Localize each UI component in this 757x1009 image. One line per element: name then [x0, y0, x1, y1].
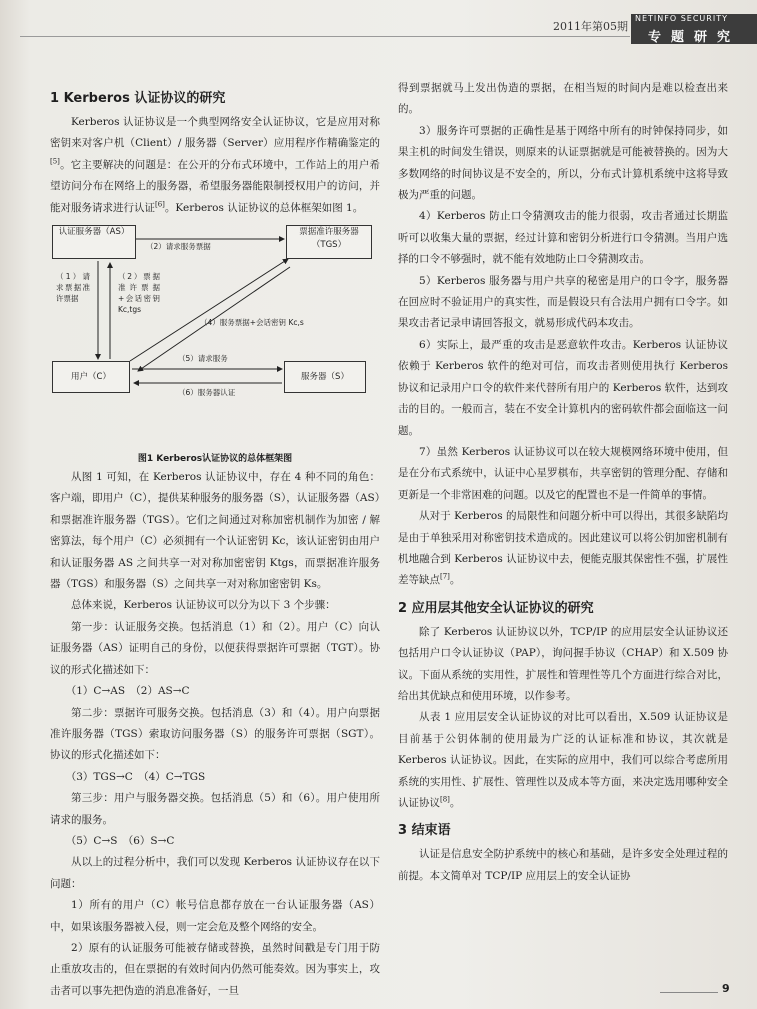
ref-6: [6]: [155, 200, 165, 209]
paragraph-problems-intro: 从以上的过程分析中，我们可以发现 Kerberos 认证协议存在以下问题：: [50, 856, 380, 890]
tgs-box: 票据准许服务器（TGS）: [286, 225, 372, 259]
formula-step-1: （1）C→AS （2）AS→C: [65, 685, 190, 698]
ref-5: [5]: [50, 157, 60, 166]
figure-caption: 图1 Kerberos认证协议的总体框架图: [137, 454, 293, 465]
analysis-paragraph: 从对于 Kerberos 的局限性和问题分析中可以得出，其很多缺陷均是由于单独采用对称密钥技术造成的。因此建议可以将公钥加密机制有机地融合到 Kerberos 认证协议中去，便能克服其保密性不强，扩展性差等缺点[7]。: [398, 510, 728, 587]
intro-paragraph: Kerberos 认证协议是一个典型网络安全认证协议，它是应用对称密钥来对客户机（Client）/ 服务器（Server）应用程序作精确鉴定的[5]。它主要解决的问题是：在公开的分布式环境中，工作站上的用户希望访问分布在网络上的服务器，希望服务器能限制授权用户的访问，并能对服务请求进行认证[6]。Kerberos 认证协议的总体框架如图 1。: [50, 116, 380, 214]
problem-3: 3）服务许可票据的正确性是基于网络中所有的时钟保持同步，如果主机的时间发生错误，则原来的认证票据就是可能被替换的。因为大多数网络的时间协议是不安全的，所以，分布式计算机系统中这将导致极为严重的问题。: [398, 124, 728, 202]
label-4: （4）服务票据+会话密钥 Kc,s: [200, 318, 304, 328]
as-box: 认证服务器（AS）: [52, 225, 136, 259]
journal-logo: NETINFO SECURITY: [635, 14, 728, 23]
problem-6: 6）实际上，最严重的攻击是恶意软件攻击。Kerberos 认证协议依赖于 Kerberos 软件的绝对可信，而攻击者则使用执行 Kerberos 协议和记录用户口令的软件来代替所有用户的 Kerberos 软件，达到攻击的目的。一般而言，装在不安全计算机内的密码软件都会面临这一问题。: [398, 338, 728, 437]
server-box: 服务器（S）: [284, 361, 366, 393]
problem-4: 4）Kerberos 防止口令猜测攻击的能力很弱，攻击者通过长期监听可以收集大量的票据，经过计算和密钥分析进行口令猜测。当用户选择的口令不够强时，就不能有效地防止口令猜测攻击。: [398, 210, 728, 266]
formula-step-2: （3）TGS→C （4）C→TGS: [65, 770, 206, 783]
label-5: （5）请求服务: [178, 354, 228, 364]
column-title: 专题研究: [647, 30, 740, 45]
comparison-paragraph: 从表 1 应用层安全认证协议的对比可以看出，X.509 认证协议是目前基于公钥体制的使用最为广泛的认证标准和协议，其次就是 Kerberos 认证协议。因此，在实际的应用中，我们可以综合考虑所用系统的实用性、扩展性、管理性以及成本等方面，来决定选用哪种安全认证协议[8]。: [398, 711, 728, 809]
column-banner: [631, 14, 757, 44]
paragraph-steps-intro: 总体来说，Kerberos 认证协议可以分为以下 3 个步骤：: [71, 599, 336, 612]
paragraph-step-1: 第一步：认证服务交换。包括消息（1）和（2）。用户（C）向认证服务器（AS）证明自己的身份，以便获得票据许可票据（TGT）。协议的形式化描述如下：: [50, 620, 380, 676]
problem-2-cont: 得到票据就马上发出伪造的票据，在相当短的时间内是难以检查出来的。: [398, 82, 728, 116]
conclusion-paragraph: 认证是信息安全防护系统中的核心和基础，是许多安全处理过程的前提。本文简单对 TCP/IP 应用层上的安全认证协: [398, 848, 728, 882]
label-6: （6）服务器认证: [178, 388, 236, 398]
ref-8: [8]: [440, 795, 450, 804]
ref-7: [7]: [440, 572, 450, 581]
problem-2: 2）原有的认证服务可能被存储或替换，虽然时间戳是专门用于防止重放攻击的，但在票据的有效时间内仍然可能奏效。因为事实上，攻击者可以事先把伪造的消息准备好，一旦: [50, 941, 380, 997]
section-2-heading: 2 应用层其他安全认证协议的研究: [398, 600, 594, 616]
page-number: 9: [722, 982, 730, 995]
header-rule: [20, 36, 630, 37]
problem-7: 7）虽然 Kerberos 认证协议可以在较大规模网络环境中使用，但是在分布式系统中，认证中心星罗棋布，共享密钥的管理分配、存储和更新是一个非常困难的问题。以及它的配置也不是一件简单的事情。: [398, 445, 728, 501]
problem-1: 1）所有的用户（C）帐号信息都存放在一台认证服务器（AS）中，如果该服务器被入侵，则一定会危及整个网络的安全。: [50, 899, 380, 933]
problem-5: 5）Kerberos 服务器与用户共享的秘密是用户的口令字，服务器在回应时不验证用户的真实性，而是假设只有合法用户拥有口令字。如果攻击者记录申请回答报文，就易形成代码本攻击。: [398, 274, 728, 330]
formula-step-3: （5）C→S （6）S→C: [65, 834, 175, 847]
kerberos-diagram: [50, 221, 380, 461]
paragraph-step-2: 第二步：票据许可服务交换。包括消息（3）和（4）。用户向票据准许服务器（TGS）索取访问服务器（S）的服务许可票据（SGT）。协议的形式化描述如下：: [50, 706, 380, 762]
section-3-heading: 3 结束语: [398, 823, 451, 839]
left-column: [50, 86, 380, 1002]
label-2-request: （2）请求服务票据: [146, 242, 211, 252]
issue-date: 2011年第05期: [553, 20, 628, 33]
label-2-ticket: （2）票据准许票据+会话密钥 Kc,tgs: [118, 272, 160, 315]
user-box: 用户（C）: [52, 361, 130, 393]
footer-rule: [660, 992, 718, 993]
paragraph-roles: 从图 1 可知，在 Kerberos 认证协议中，存在 4 种不同的角色：客户端，即用户（C），提供某种服务的服务器（S），认证服务器（AS）和票据准许服务器（TGS）。它们之间通过对称加密机制作为加密 / 解密算法，每个用户（C）必须拥有一个认证密钥 Kc，该认证密钥由用户和认证服务器 AS 之间共享一对对称加密密钥 Ktgs，而票据准许服务器（TGS）和服务器（S）之间共享一对对称加密密钥 Ks。: [50, 471, 380, 591]
paragraph-step-3: 第三步：用户与服务器交换。包括消息（5）和（6）。用户使用所请求的服务。: [50, 792, 380, 826]
right-column: [398, 78, 728, 887]
protocols-paragraph: 除了 Kerberos 认证协议以外，TCP/IP 的应用层安全认证协议还包括用户口令认证协议（PAP），询问握手协议（CHAP）和 X.509 协议。下面从系统的实用性，扩展性和管理性等几个方面进行综合对比，给出其优缺点和使用环境，以作参考。: [398, 625, 728, 702]
label-1: （1）请求票据准许票据: [56, 272, 90, 304]
section-1-heading: 1 Kerberos 认证协议的研究: [50, 91, 226, 106]
